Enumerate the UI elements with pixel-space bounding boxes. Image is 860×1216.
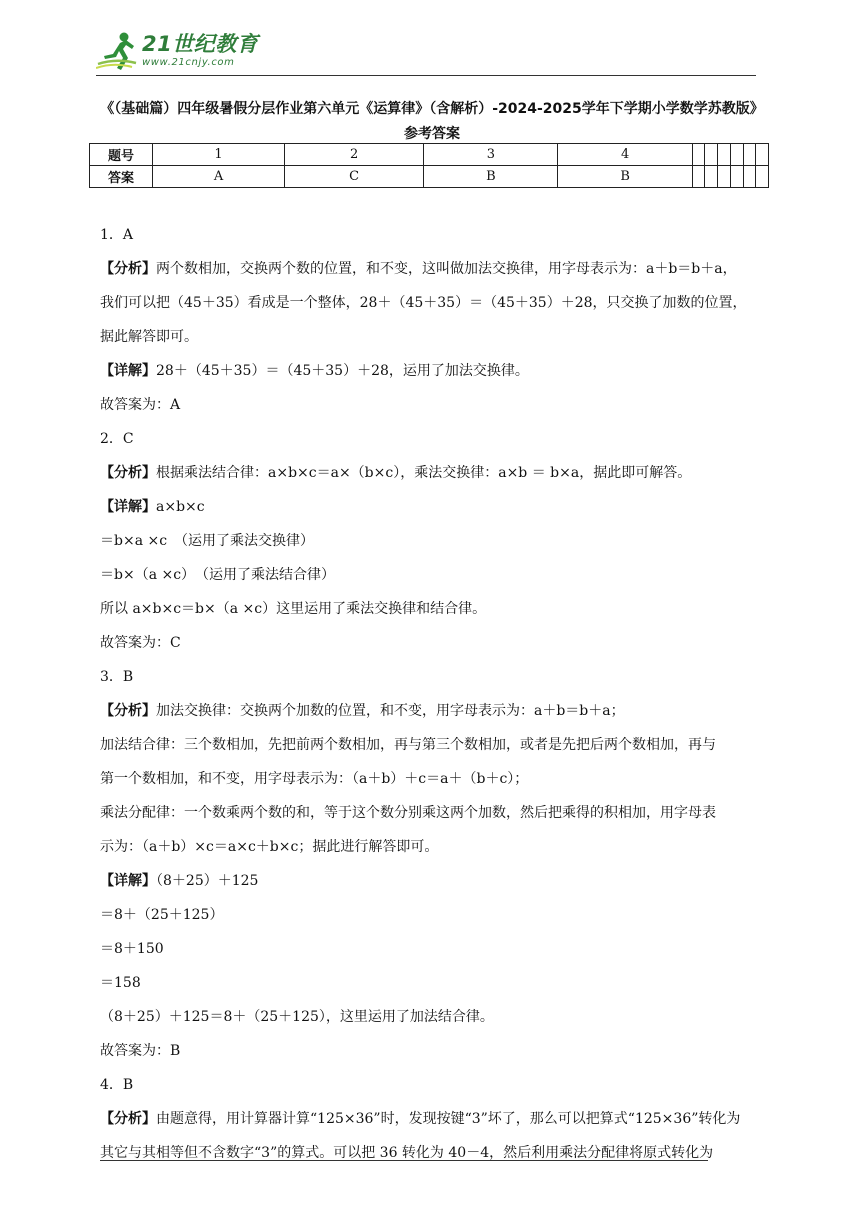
text-line [100, 1000, 765, 1034]
line-text: 故答案为：C [100, 635, 181, 651]
text-line [100, 1034, 765, 1068]
line-text: 故答案为：A [100, 397, 181, 413]
line-text: 4．B [100, 1077, 134, 1093]
line-text: 乘法分配律：一个数乘两个数的和，等于这个数分别乘这两个加数，然后把乘得的积相加，用字母表 [100, 805, 716, 821]
question-number-cell [718, 144, 731, 166]
line-text: 1．A [100, 227, 134, 243]
line-text: （8＋25）＋125 [156, 873, 259, 889]
question-number-cell [692, 144, 705, 166]
document-title: 《（基础篇）四年级暑假分层作业第六单元《运算律》（含解析）-2024-2025学年下学期小学数学苏教版》参考答案 [100, 101, 764, 142]
line-text: ＝158 [100, 975, 141, 991]
footer-divider [100, 1160, 708, 1161]
logo-url: www.21cnjy.com [142, 57, 235, 68]
line-text: 第一个数相加，和不变，用字母表示为：（a＋b）＋c＝a＋（b＋c）； [100, 771, 529, 787]
line-text: ＝b×a ×c （运用了乘法交换律） [100, 533, 315, 549]
text-line [100, 456, 765, 490]
text-line [100, 830, 765, 864]
text-line [100, 1136, 765, 1170]
runner-logo-icon [96, 30, 138, 72]
answer-cell [692, 166, 705, 188]
answer-cell [756, 166, 769, 188]
text-line [100, 626, 765, 660]
text-line [100, 252, 765, 286]
section-tag: 【详解】 [100, 363, 156, 379]
answer-explanations [100, 218, 765, 1170]
question-number-cell [730, 144, 743, 166]
text-line [100, 762, 765, 796]
text-line [100, 320, 765, 354]
answer-cell: B [558, 166, 692, 188]
line-text: 由题意得，用计算器计算“125×36”时，发现按键“3”坏了，那么可以把算式“125×36”转化为 [156, 1111, 741, 1127]
text-line [100, 864, 765, 898]
text-line [100, 898, 765, 932]
line-text: （8＋25）＋125＝8＋（25＋125），这里运用了加法结合律。 [100, 1009, 494, 1025]
line-text: 根据乘法结合律：a×b×c＝a×（b×c），乘法交换律：a×b ＝ b×a，据此即可解答。 [156, 465, 692, 481]
text-line [100, 1068, 765, 1102]
section-tag: 【详解】 [100, 873, 156, 889]
answer-table [89, 143, 769, 188]
text-line [100, 1102, 765, 1136]
line-text: 28＋（45＋35）＝（45＋35）＋28，运用了加法交换律。 [156, 363, 529, 379]
text-line [100, 796, 765, 830]
page-header [96, 30, 756, 80]
text-line [100, 388, 765, 422]
text-line [100, 694, 765, 728]
line-text: 据此解答即可。 [100, 329, 198, 345]
line-text: 示为：（a＋b）×c＝a×c＋b×c；据此进行解答即可。 [100, 839, 439, 855]
answer-cell: C [285, 166, 424, 188]
answer-cell: B [424, 166, 558, 188]
question-number-cell: 4 [558, 144, 692, 166]
line-text: 3．B [100, 669, 134, 685]
question-number-cell [756, 144, 769, 166]
line-text: 其它与其相等但不含数字“3”的算式。可以把 36 转化为 40－4，然后利用乘法分配律将原式转化为 [100, 1145, 714, 1161]
line-text: ＝8＋150 [100, 941, 164, 957]
site-logo [96, 30, 258, 72]
question-number-cell: 2 [285, 144, 424, 166]
text-line [100, 728, 765, 762]
question-number-cell: 1 [153, 144, 285, 166]
section-tag: 【分析】 [100, 1111, 156, 1127]
line-text: 两个数相加，交换两个数的位置，和不变，这叫做加法交换律，用字母表示为：a＋b＝b＋a， [156, 261, 737, 277]
line-text: 加法交换律：交换两个加数的位置，和不变，用字母表示为：a＋b＝b＋a； [156, 703, 625, 719]
row-label-answer: 答案 [90, 166, 153, 188]
text-line [100, 558, 765, 592]
row-label-number: 题号 [90, 144, 153, 166]
text-line [100, 660, 765, 694]
section-tag: 【分析】 [100, 465, 156, 481]
answer-cell: A [153, 166, 285, 188]
answer-cell [743, 166, 756, 188]
text-line [100, 286, 765, 320]
line-text: 故答案为：B [100, 1043, 181, 1059]
header-divider [96, 75, 756, 76]
text-line [100, 966, 765, 1000]
answer-cell [705, 166, 718, 188]
text-line [100, 592, 765, 626]
line-text: 2．C [100, 431, 134, 447]
text-line [100, 354, 765, 388]
line-text: a×b×c [156, 499, 205, 515]
section-tag: 【分析】 [100, 703, 156, 719]
text-line [100, 490, 765, 524]
line-text: ＝8＋（25＋125） [100, 907, 224, 923]
question-number-cell [743, 144, 756, 166]
question-number-cell [705, 144, 718, 166]
answer-table-number-row [90, 144, 769, 166]
text-line [100, 422, 765, 456]
logo-wordmark: 21世纪教育 [142, 32, 259, 56]
line-text: 加法结合律：三个数相加，先把前两个数相加，再与第三个数相加，或者是先把后两个数相加，再与 [100, 737, 716, 753]
section-tag: 【分析】 [100, 261, 156, 277]
line-text: 我们可以把（45＋35）看成是一个整体，28＋（45＋35）＝（45＋35）＋28，只交换了加数的位置， [100, 295, 747, 311]
text-line [100, 524, 765, 558]
answer-cell [718, 166, 731, 188]
text-line [100, 218, 765, 252]
line-text: ＝b×（a ×c） （运用了乘法结合律） [100, 567, 336, 583]
line-text: 所以 a×b×c＝b×（a ×c）这里运用了乘法交换律和结合律。 [100, 601, 487, 617]
answer-cell [730, 166, 743, 188]
text-line [100, 932, 765, 966]
section-tag: 【详解】 [100, 499, 156, 515]
question-number-cell: 3 [424, 144, 558, 166]
answer-table-answer-row [90, 166, 769, 188]
